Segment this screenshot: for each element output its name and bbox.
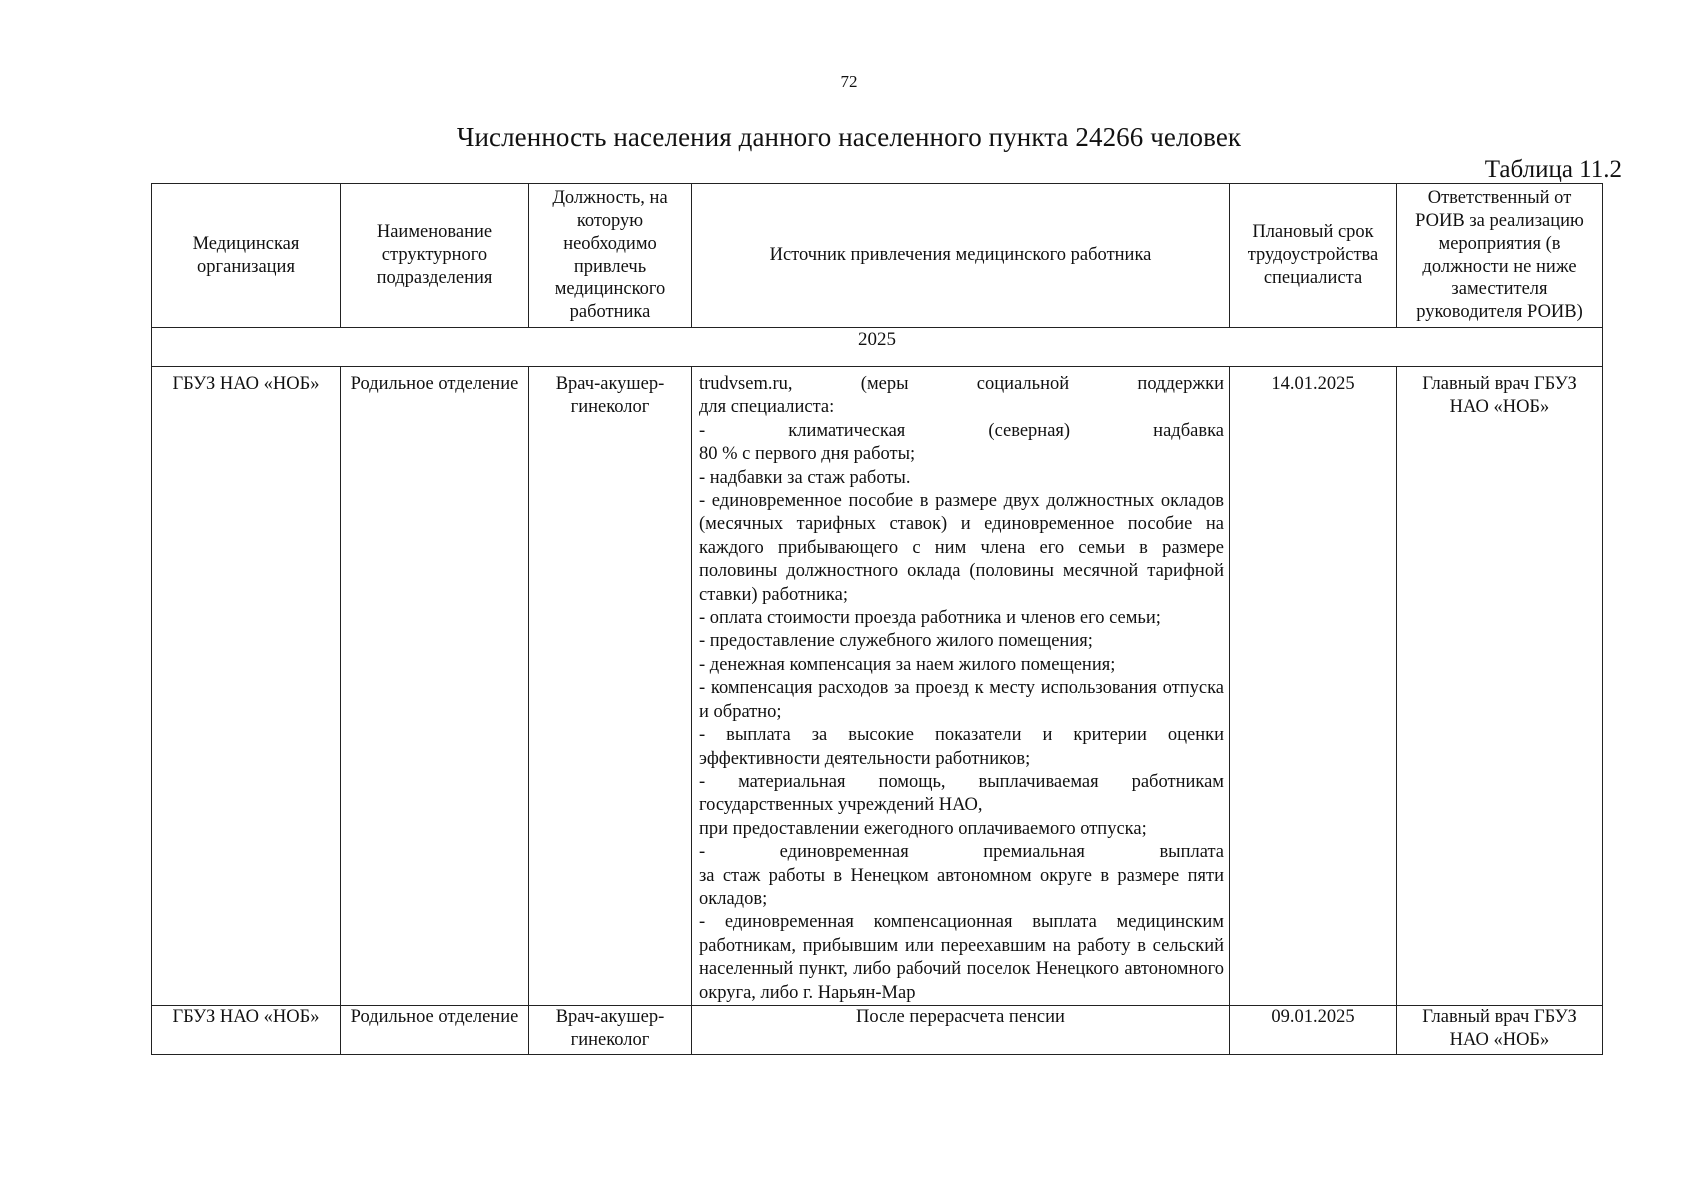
source-line: - компенсация расходов за проезд к месту использования отпуска и обратно; bbox=[699, 678, 1224, 722]
year-cell: 2025 bbox=[152, 328, 1603, 367]
source-line: - денежная компенсация за наем жилого помещения; bbox=[699, 654, 1116, 675]
source-cell: После перерасчета пенсии bbox=[692, 1005, 1230, 1054]
planned-date-cell: 14.01.2025 bbox=[1230, 367, 1397, 1006]
header-organization: Медицинская организация bbox=[152, 184, 341, 328]
source-line: - единовременная компенсационная выплата медицинским работникам, прибывшим или переехавшим на работу в сельский населенный пункт, либо рабочий поселок Ненецкого автономного округа, либо г. Нарьян-Мар bbox=[699, 912, 1224, 1003]
department-cell: Родильное отделение bbox=[341, 1005, 529, 1054]
table-row bbox=[152, 367, 1603, 1006]
source-line: - единовременная премиальная выплата bbox=[699, 842, 1224, 863]
source-line: trudvsem.ru, (меры социальной поддержки bbox=[699, 374, 1224, 394]
responsible-cell: Главный врач ГБУЗ НАО «НОБ» bbox=[1397, 367, 1603, 1006]
source-line: - выплата за высокие показатели и критерии оценки эффективности деятельности работников; bbox=[699, 725, 1224, 769]
document-title: Численность населения данного населенного пункта 24266 человек bbox=[456, 122, 1242, 152]
source-line: - климатическая (северная) надбавка bbox=[699, 420, 1224, 441]
table-header-row bbox=[152, 184, 1603, 328]
year-row bbox=[152, 328, 1603, 367]
table-row bbox=[152, 1005, 1603, 1054]
source-line: - надбавки за стаж работы. bbox=[699, 467, 911, 488]
table-label: Таблица 11.2 bbox=[1484, 156, 1622, 183]
source-line: - единовременное пособие в размере двух должностных окладов (месячных тарифных ставок) и единовременное пособие на каждого прибывающего с ним члена его семьи в размере половины должностного оклада (половины месячной тарифной ставки) работника; bbox=[699, 491, 1224, 605]
position-cell: Врач-акушер-гинеколог bbox=[529, 367, 692, 1006]
page-number: 72 bbox=[840, 72, 858, 91]
organization-cell: ГБУЗ НАО «НОБ» bbox=[152, 367, 341, 1006]
header-position: Должность, на которую необходимо привлечь медицинского работника bbox=[529, 184, 692, 328]
organization-cell: ГБУЗ НАО «НОБ» bbox=[152, 1005, 341, 1054]
header-planned-date: Плановый срок трудоустройства специалиста bbox=[1230, 184, 1397, 328]
source-line: при предоставлении ежегодного оплачиваемого отпуска; bbox=[699, 818, 1147, 839]
staffing-table bbox=[151, 183, 1603, 1055]
source-line: 80 % с первого дня работы; bbox=[699, 444, 916, 465]
source-line: за стаж работы в Ненецком автономном округе в размере пяти окладов; bbox=[699, 865, 1224, 909]
responsible-cell: Главный врач ГБУЗ НАО «НОБ» bbox=[1397, 1005, 1603, 1054]
header-responsible: Ответственный от РОИВ за реализацию мероприятия (в должности не ниже заместителя руководителя РОИВ) bbox=[1397, 184, 1603, 328]
header-department: Наименование структурного подразделения bbox=[341, 184, 529, 328]
position-cell: Врач-акушер-гинеколог bbox=[529, 1005, 692, 1054]
department-cell: Родильное отделение bbox=[341, 367, 529, 1006]
source-cell bbox=[692, 367, 1230, 1006]
source-line: - материальная помощь, выплачиваемая работникам государственных учреждений НАО, bbox=[699, 771, 1224, 816]
source-line: - оплата стоимости проезда работника и членов его семьи; bbox=[699, 608, 1161, 629]
source-line: для специалиста: bbox=[699, 397, 835, 418]
header-source: Источник привлечения медицинского работника bbox=[692, 184, 1230, 328]
source-line: - предоставление служебного жилого помещения; bbox=[699, 631, 1093, 652]
planned-date-cell: 09.01.2025 bbox=[1230, 1005, 1397, 1054]
